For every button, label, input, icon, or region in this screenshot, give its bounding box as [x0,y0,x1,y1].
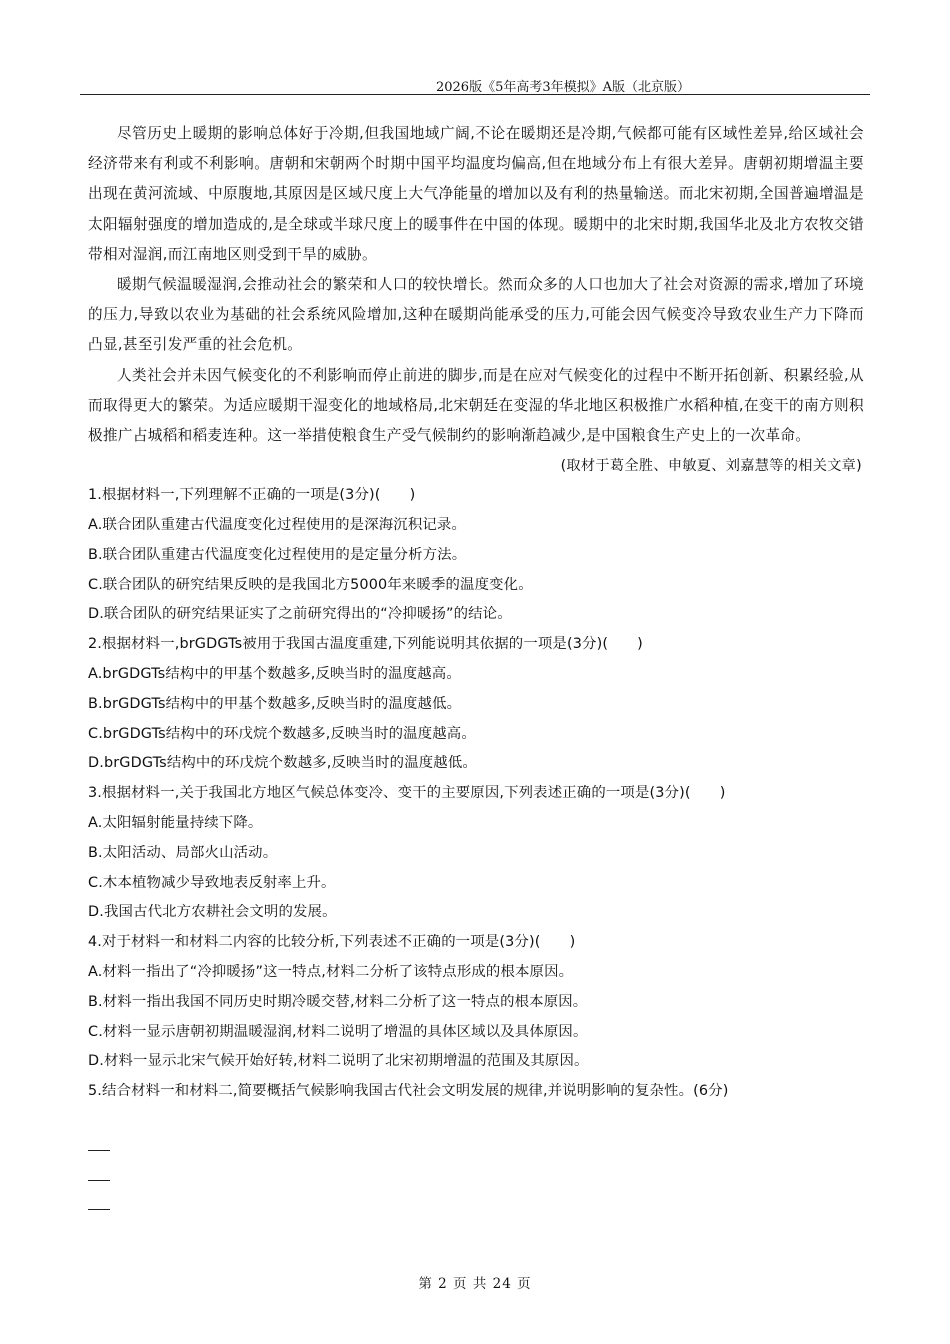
option-c[interactable]: C.木本植物减少导致地表反射率上升。 [88,874,336,891]
header-divider [80,94,870,95]
question-stem: 4.对于材料一和材料二内容的比较分析,下列表述不正确的一项是(3分)( ) [88,934,576,951]
option-b[interactable]: B.材料一指出我国不同历史时期冷暖交替,材料二分析了这一特点的根本原因。 [88,993,588,1010]
option-d[interactable]: D.brGDGTs结构中的环戊烷个数越多,反映当时的温度越低。 [88,755,477,772]
question-5 [88,1077,864,1107]
answer-area [88,1150,110,1239]
question-1 [88,481,864,630]
page-number: 第 2 页 共 24 页 [418,1276,532,1292]
option-d[interactable]: D.材料一显示北宋气候开始好转,材料二说明了北宋初期增温的范围及其原因。 [88,1053,589,1070]
option-a[interactable]: A.联合团队重建古代温度变化过程使用的是深海沉积记录。 [88,517,466,534]
option-a[interactable]: A.材料一指出了“冷抑暖扬”这一特点,材料二分析了该特点形成的根本原因。 [88,963,574,980]
option-c[interactable]: C.联合团队的研究结果反映的是我国北方5000年来暖季的温度变化。 [88,576,533,593]
question-stem: 5.结合材料一和材料二,简要概括气候影响我国古代社会文明发展的规律,并说明影响的复杂性。(6分) [88,1083,729,1100]
question-stem: 3.根据材料一,关于我国北方地区气候总体变冷、变干的主要原因,下列表述正确的一项是(3分)( ) [88,785,726,802]
option-d[interactable]: D.联合团队的研究结果证实了之前研究得出的“冷抑暖扬”的结论。 [88,606,512,623]
question-3 [88,779,864,928]
option-c[interactable]: C.brGDGTs结构中的环戊烷个数越多,反映当时的温度越高。 [88,725,476,742]
passage-paragraph: 尽管历史上暖期的影响总体好于冷期,但我国地域广阔,不论在暖期还是冷期,气候都可能有区域性差异,给区域社会经济带来有利或不利影响。唐朝和宋朝两个时期中国平均温度均偏高,但在地域分布上有很大差异。唐朝初期增温主要出现在黄河流域、中原腹地,其原因是区域尺度上大气净能量的增加以及有利的热量输送。而北宋初期,全国普遍增温是太阳辐射强度的增加造成的,是全球或半球尺度上的暖事件在中国的体现。暖期中的北宋时期,我国华北及北方农牧交错带相对湿润,而江南地区则受到干旱的威胁。 [88,125,864,263]
answer-blank-line[interactable] [88,1209,110,1210]
question-stem: 1.根据材料一,下列理解不正确的一项是(3分)( ) [88,487,416,504]
passage-paragraph: 暖期气候温暖湿润,会推动社会的繁荣和人口的较快增长。然而众多的人口也加大了社会对资源的需求,增加了环境的压力,导致以农业为基础的社会系统风险增加,这种在暖期尚能承受的压力,可能会因气候变冷导致农业生产力下降而凸显,甚至引发严重的社会危机。 [88,276,864,354]
option-d[interactable]: D.我国古代北方农耕社会文明的发展。 [88,904,337,921]
option-a[interactable]: A.brGDGTs结构中的甲基个数越多,反映当时的温度越高。 [88,666,461,683]
option-b[interactable]: B.联合团队重建古代温度变化过程使用的是定量分析方法。 [88,546,467,563]
option-b[interactable]: B.brGDGTs结构中的甲基个数越多,反映当时的温度越低。 [88,695,462,712]
option-c[interactable]: C.材料一显示唐朝初期温暖湿润,材料二说明了增温的具体区域以及具体原因。 [88,1023,588,1040]
source-citation: (取材于葛全胜、申敏夏、刘嘉慧等的相关文章) [560,458,862,475]
question-stem: 2.根据材料一,brGDGTs被用于我国古温度重建,下列能说明其依据的一项是(3分)( ) [88,636,643,653]
question-2 [88,630,864,779]
option-a[interactable]: A.太阳辐射能量持续下降。 [88,815,263,831]
answer-blank-line[interactable] [88,1180,110,1181]
question-4 [88,928,864,1077]
passage-paragraph: 人类社会并未因气候变化的不利影响而停止前进的脚步,而是在应对气候变化的过程中不断开拓创新、积累经验,从而取得更大的繁荣。为适应暖期干湿变化的地域格局,北宋朝廷在变湿的华北地区积极推广水稻种植,在变干的南方则积极推广占城稻和稻麦连种。这一举措使粮食生产受气候制约的影响渐趋减少,是中国粮食生产史上的一次革命。 [88,366,864,445]
option-b[interactable]: B.太阳活动、局部火山活动。 [88,844,278,861]
page-body [88,119,864,1107]
running-header: 2026版《5年高考3年模拟》A版（北京版） [435,80,690,95]
answer-blank-line[interactable] [88,1150,110,1151]
